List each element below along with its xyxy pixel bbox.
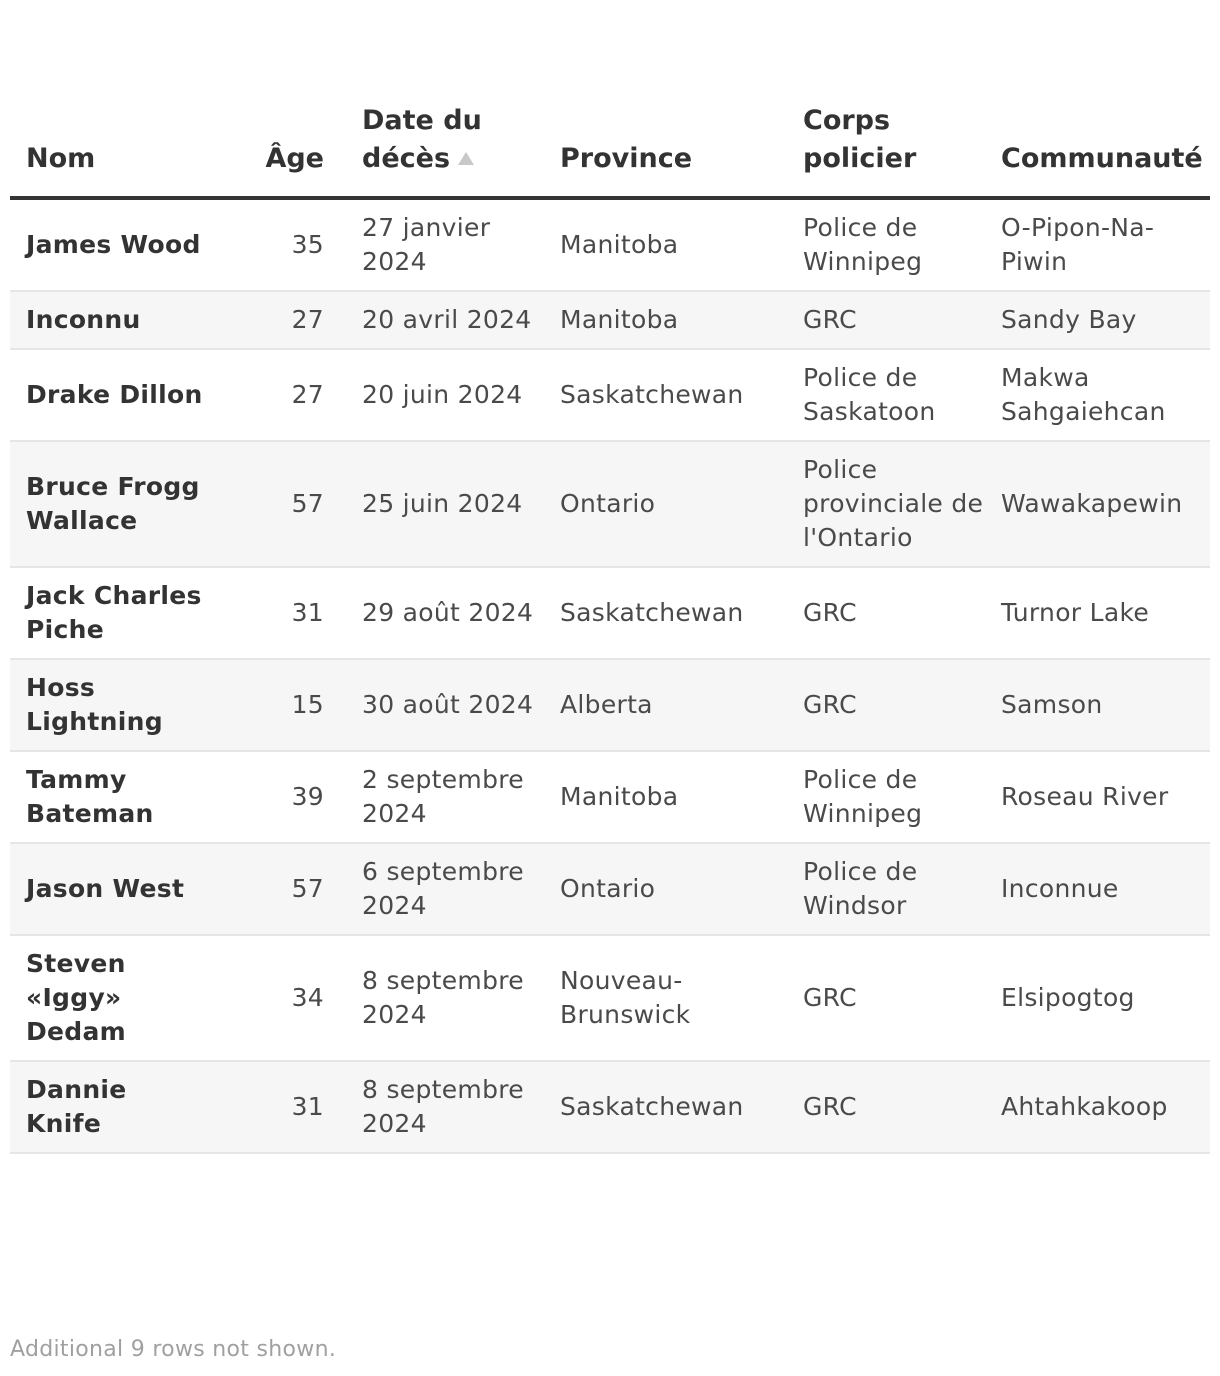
- table-header: [10, 0, 1210, 198]
- cell-corps-policier: GRC: [803, 659, 1001, 751]
- cell-corps-policier: Police de Winnipeg: [803, 198, 1001, 291]
- column-header-province[interactable]: [560, 0, 803, 198]
- cell-communaute: Sandy Bay: [1001, 291, 1210, 349]
- cell-age: 57: [216, 843, 354, 935]
- table-row: [10, 198, 1210, 291]
- cell-age: 35: [216, 198, 354, 291]
- cell-nom: James Wood: [10, 198, 216, 291]
- cell-communaute: Inconnue: [1001, 843, 1210, 935]
- table-row: [10, 1061, 1210, 1153]
- header-row: [10, 0, 1210, 198]
- cell-province: Nouveau-Brunswick: [560, 935, 803, 1061]
- column-header-date[interactable]: [354, 0, 560, 198]
- cell-nom: Inconnu: [10, 291, 216, 349]
- rows-not-shown-note: Additional 9 rows not shown.: [10, 1337, 337, 1362]
- cell-age: 34: [216, 935, 354, 1061]
- cell-corps-policier: GRC: [803, 291, 1001, 349]
- cell-date: 8 septembre 2024: [354, 935, 560, 1061]
- column-header-label: Âge: [265, 143, 324, 174]
- cell-communaute: Ahtahkakoop: [1001, 1061, 1210, 1153]
- cell-province: Manitoba: [560, 751, 803, 843]
- cell-province: Saskatchewan: [560, 1061, 803, 1153]
- column-header-label: Nom: [26, 143, 96, 174]
- cell-province: Alberta: [560, 659, 803, 751]
- cell-age: 39: [216, 751, 354, 843]
- table-row: [10, 349, 1210, 441]
- cell-nom: Dannie Knife: [10, 1061, 216, 1153]
- cell-corps-policier: GRC: [803, 935, 1001, 1061]
- cell-corps-policier: Police provinciale de l'Ontario: [803, 441, 1001, 567]
- cell-communaute: Makwa Sahgaiehcan: [1001, 349, 1210, 441]
- cell-date: 6 septembre 2024: [354, 843, 560, 935]
- cell-nom: Steven «Iggy» Dedam: [10, 935, 216, 1061]
- cell-communaute: Wawakapewin: [1001, 441, 1210, 567]
- data-table-container: [10, 0, 1210, 1154]
- cell-age: 31: [216, 1061, 354, 1153]
- cell-date: 29 août 2024: [354, 567, 560, 659]
- cell-nom: Bruce Frogg Wallace: [10, 441, 216, 567]
- cell-date: 25 juin 2024: [354, 441, 560, 567]
- cell-province: Ontario: [560, 843, 803, 935]
- cell-age: 27: [216, 349, 354, 441]
- cell-nom: Tammy Bateman: [10, 751, 216, 843]
- cell-age: 15: [216, 659, 354, 751]
- column-header-label: Province: [560, 143, 693, 174]
- cell-corps-policier: GRC: [803, 1061, 1001, 1153]
- table-row: [10, 935, 1210, 1061]
- table-row: [10, 441, 1210, 567]
- cell-nom: Drake Dillon: [10, 349, 216, 441]
- data-table: [10, 0, 1210, 1154]
- cell-province: Manitoba: [560, 291, 803, 349]
- cell-date: 8 septembre 2024: [354, 1061, 560, 1153]
- column-header-age[interactable]: [216, 0, 354, 198]
- cell-age: 57: [216, 441, 354, 567]
- cell-nom: Jason West: [10, 843, 216, 935]
- cell-corps-policier: Police de Windsor: [803, 843, 1001, 935]
- table-body: [10, 198, 1210, 1153]
- cell-date: 20 avril 2024: [354, 291, 560, 349]
- cell-communaute: Elsipogtog: [1001, 935, 1210, 1061]
- cell-corps-policier: GRC: [803, 567, 1001, 659]
- cell-date: 30 août 2024: [354, 659, 560, 751]
- column-header-communaute[interactable]: [1001, 0, 1210, 198]
- table-row: [10, 659, 1210, 751]
- cell-communaute: O-Pipon-Na-Piwin: [1001, 198, 1210, 291]
- cell-date: 20 juin 2024: [354, 349, 560, 441]
- cell-age: 31: [216, 567, 354, 659]
- column-header-nom[interactable]: [10, 0, 216, 198]
- table-row: [10, 751, 1210, 843]
- cell-corps-policier: Police de Winnipeg: [803, 751, 1001, 843]
- cell-nom: Jack Charles Piche: [10, 567, 216, 659]
- column-header-label: Corps policier: [803, 105, 917, 174]
- column-header-label: Date du décès: [362, 105, 482, 174]
- cell-nom: Hoss Lightning: [10, 659, 216, 751]
- cell-age: 27: [216, 291, 354, 349]
- cell-province: Ontario: [560, 441, 803, 567]
- cell-date: 2 septembre 2024: [354, 751, 560, 843]
- cell-communaute: Samson: [1001, 659, 1210, 751]
- table-row: [10, 843, 1210, 935]
- column-header-label: Communauté: [1001, 143, 1203, 174]
- column-header-corps-policier[interactable]: [803, 0, 1001, 198]
- cell-province: Saskatchewan: [560, 349, 803, 441]
- sort-ascending-icon: [458, 152, 474, 165]
- cell-communaute: Roseau River: [1001, 751, 1210, 843]
- cell-province: Manitoba: [560, 198, 803, 291]
- cell-province: Saskatchewan: [560, 567, 803, 659]
- cell-communaute: Turnor Lake: [1001, 567, 1210, 659]
- cell-corps-policier: Police de Saskatoon: [803, 349, 1001, 441]
- table-row: [10, 291, 1210, 349]
- table-row: [10, 567, 1210, 659]
- cell-date: 27 janvier 2024: [354, 198, 560, 291]
